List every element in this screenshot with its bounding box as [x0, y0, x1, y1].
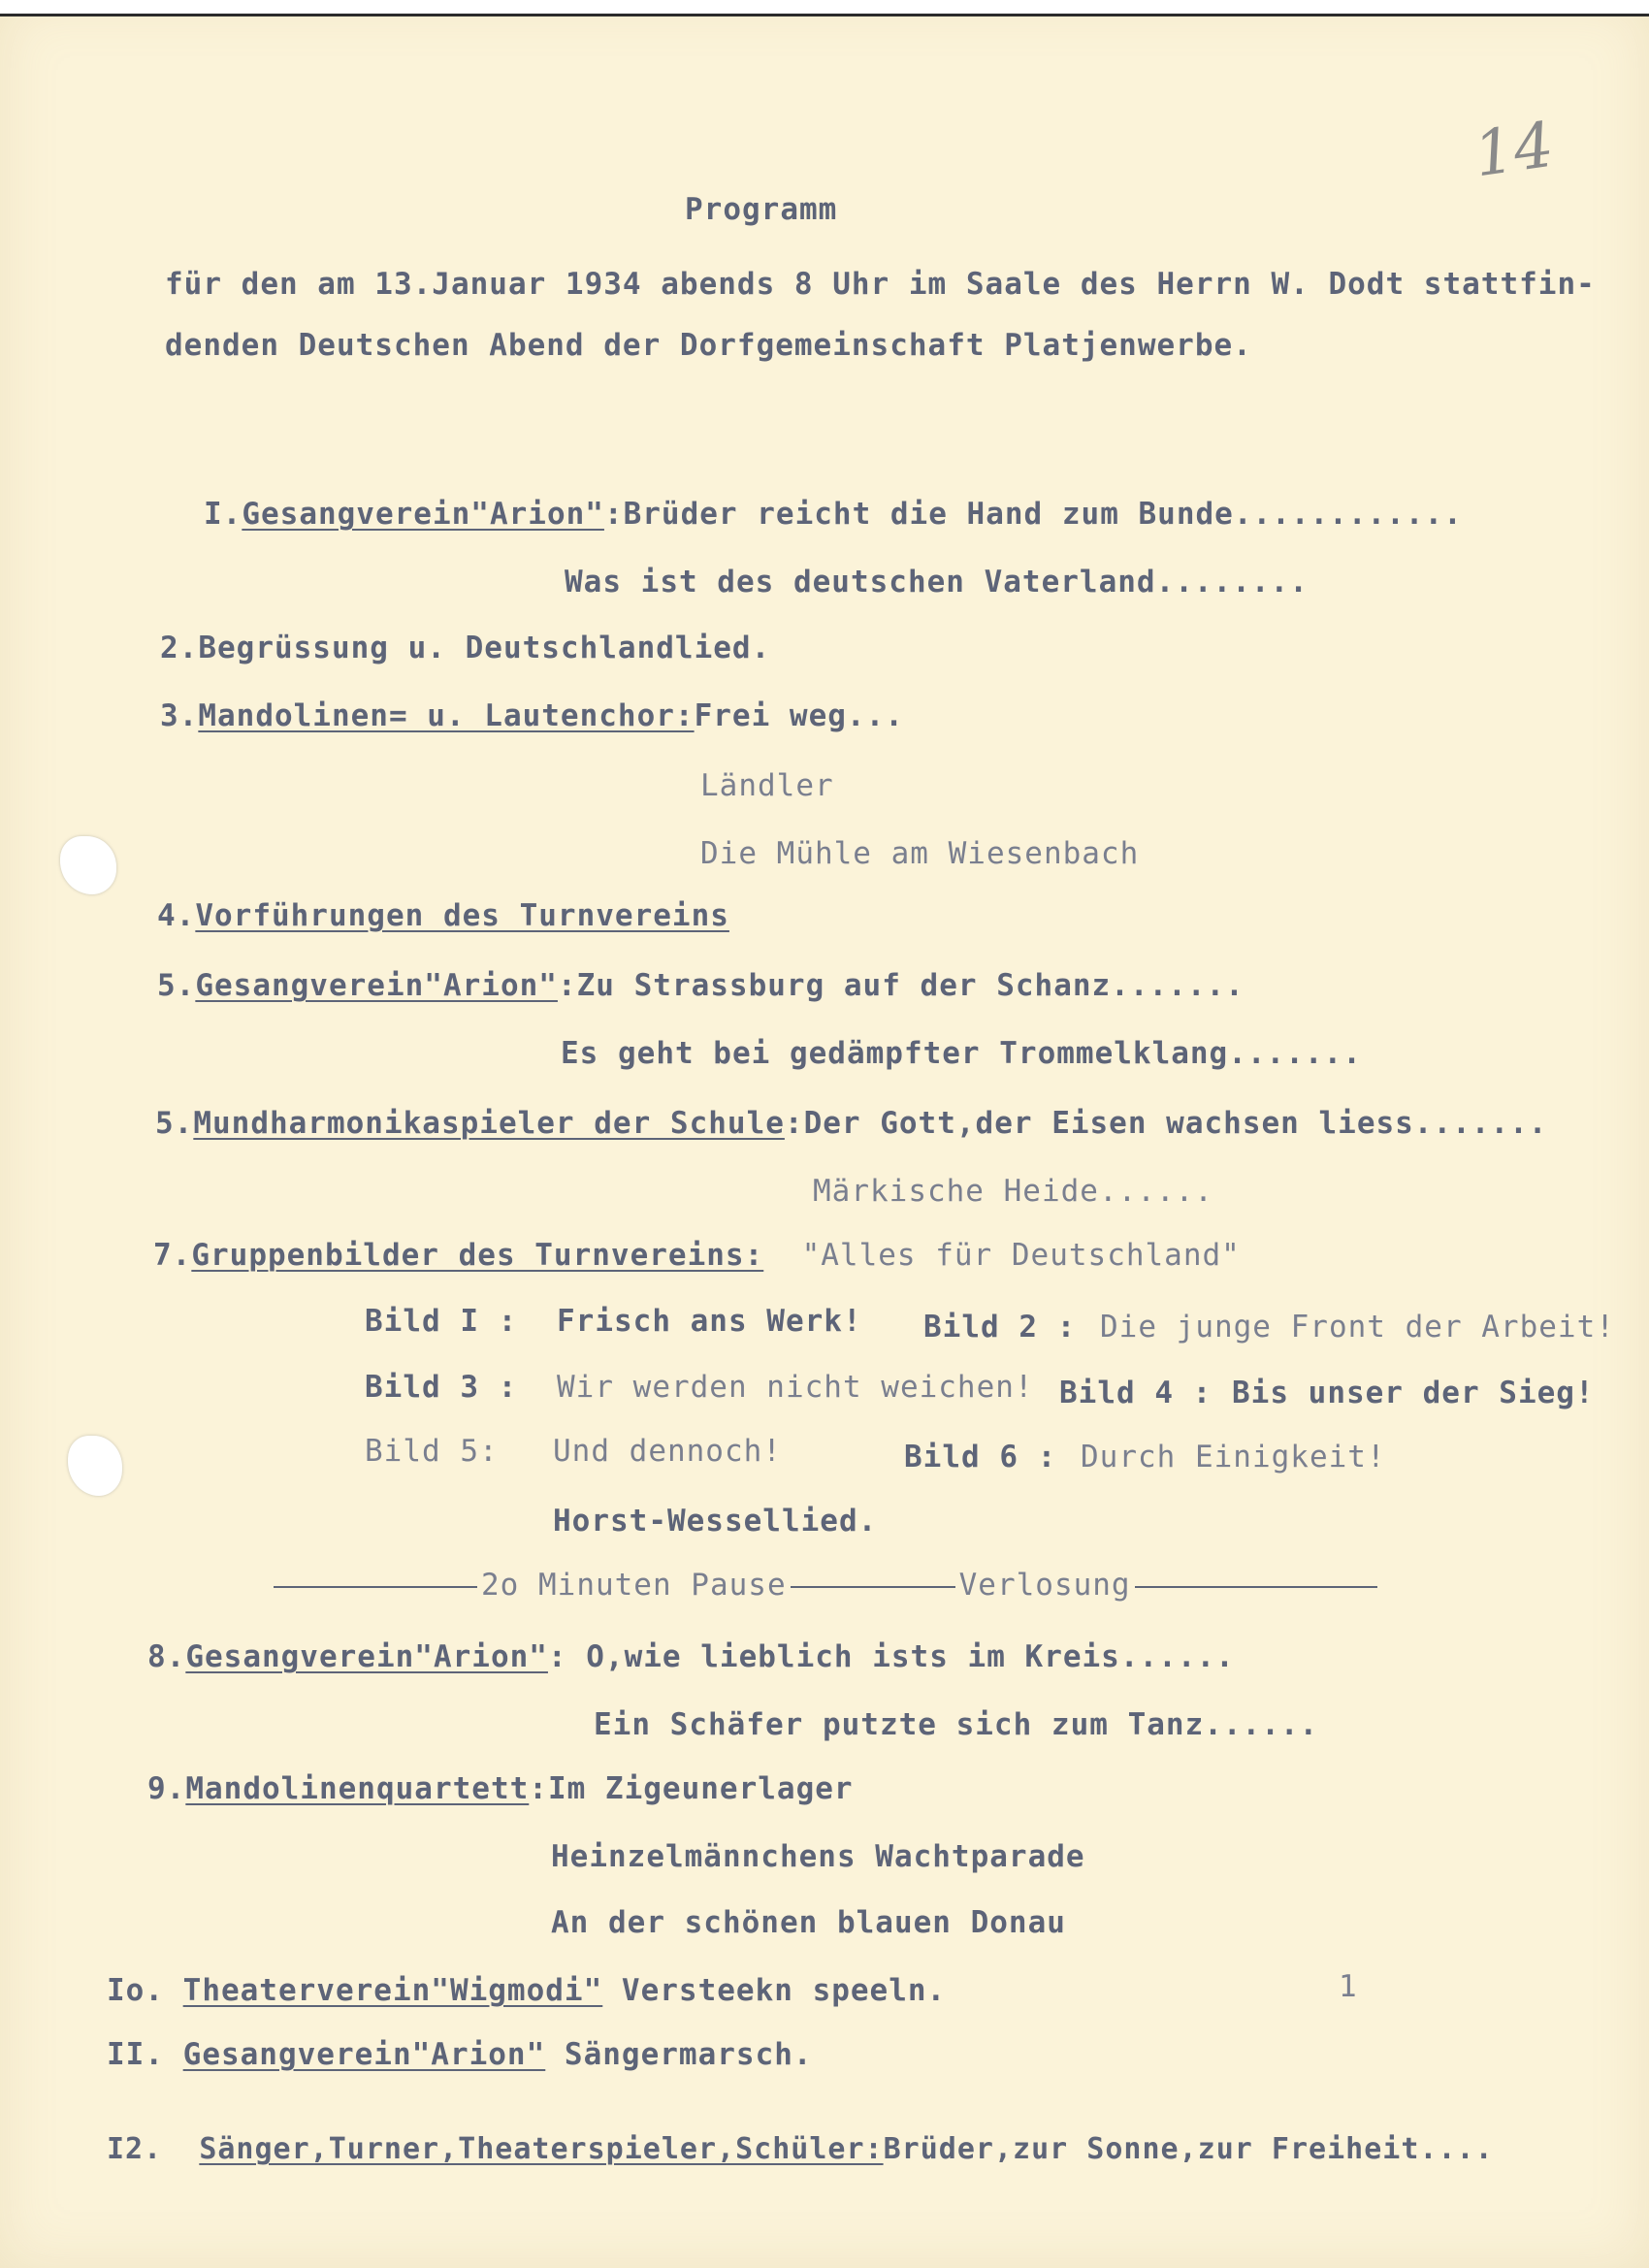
item-performer: Gesangverein"Arion" [185, 1639, 548, 1674]
bild-5-text: Und dennoch! [553, 1434, 782, 1469]
bild-5-label: Bild 5: [365, 1434, 499, 1469]
bild-3-label: Bild 3 : [365, 1370, 518, 1405]
item-piece: :Zu Strassburg auf der Schanz....... [557, 968, 1245, 1003]
program-item-3-sub-1: Ländler [700, 768, 834, 803]
item-performer: Gesangverein"Arion" [195, 968, 558, 1003]
program-item-9-sub-1: Heinzelmännchens Wachtparade [551, 1839, 1085, 1874]
item-performer: Vorführungen des Turnvereins [195, 898, 729, 933]
item-piece: "Alles für Deutschland" [763, 1238, 1241, 1273]
item-piece: Versteekn speeln. [602, 1973, 947, 2008]
intro-line-2: denden Deutschen Abend der Dorfgemeinschaft Platjenwerbe. [165, 328, 1252, 363]
item-piece: :Brüder reicht die Hand zum Bunde............ [603, 497, 1463, 532]
program-item-5-sub: Es geht bei gedämpfter Trommelklang....... [561, 1036, 1362, 1071]
program-item-11 [107, 2037, 813, 2072]
program-item-10 [107, 1973, 946, 2008]
item-number: 9. [147, 1771, 186, 1806]
bild-3-text: Wir werden nicht weichen! [557, 1370, 1034, 1405]
program-item-3-sub-2: Die Mühle am Wiesenbach [700, 836, 1140, 871]
program-item-9-sub-2: An der schönen blauen Donau [551, 1905, 1066, 1940]
item-piece: Frei weg... [694, 698, 904, 733]
program-item-7 [153, 1238, 1241, 1273]
item-performer: Mundharmonikaspieler der Schule [193, 1106, 785, 1141]
program-item-8-sub: Ein Schäfer putzte sich zum Tanz...... [594, 1707, 1319, 1742]
item-number: 7. [153, 1238, 192, 1273]
dash-rule [791, 1586, 955, 1588]
item-performer: Gesangverein"Arion" [182, 2037, 546, 2072]
item-performer: Sänger,Turner,Theaterspieler,Schüler: [199, 2132, 884, 2166]
item-number: 5. [157, 968, 196, 1003]
item-number: II. [107, 2037, 183, 2072]
dash-rule [274, 1586, 477, 1588]
item-number: I. [204, 497, 242, 532]
item-performer: Theaterverein"Wigmodi" [182, 1973, 603, 2008]
dash-rule [1135, 1586, 1377, 1588]
item-number: 4. [157, 898, 196, 933]
program-item-3 [160, 698, 904, 733]
document-title: Programm [685, 192, 838, 227]
item-performer: Mandolinenquartett [185, 1771, 530, 1806]
punch-hole [60, 836, 116, 894]
item-piece: : O,wie lieblich ists im Kreis...... [547, 1639, 1235, 1674]
raffle-text: Verlosung [958, 1568, 1131, 1603]
item-number: I2. [107, 2132, 200, 2166]
item-performer: Gruppenbilder des Turnvereins: [191, 1238, 764, 1273]
item-piece: Sängermarsch. [545, 2037, 813, 2072]
bild-4-text: Bis unser der Sieg! [1232, 1376, 1595, 1410]
bild-6-label: Bild 6 : [904, 1440, 1057, 1474]
intermission-line [270, 1568, 1381, 1603]
item-number: 8. [147, 1639, 186, 1674]
punch-hole [68, 1436, 122, 1496]
item-piece: :Im Zigeunerlager [529, 1771, 854, 1806]
program-item-9 [147, 1771, 854, 1806]
item-number: 5. [155, 1106, 194, 1141]
item-piece: Brüder,zur Sonne,zur Freiheit.... [883, 2132, 1494, 2166]
intro-line-1: für den am 13.Januar 1934 abends 8 Uhr im Saale des Herrn W. Dodt stattfin- [165, 267, 1596, 302]
footer-mark: 1 [1339, 1969, 1358, 2004]
program-item-12 [107, 2132, 1494, 2167]
bild-2-text: Die junge Front der Arbeit! [1100, 1310, 1615, 1345]
bild-4-label: Bild 4 : [1059, 1376, 1212, 1410]
bild-1-label: Bild I : [365, 1304, 518, 1339]
program-item-6 [155, 1106, 1547, 1141]
item-performer: Mandolinen= u. Lautenchor: [198, 698, 695, 733]
program-item-5 [157, 968, 1245, 1003]
item-number: Io. [107, 1973, 183, 2008]
bild-6-text: Durch Einigkeit! [1081, 1440, 1386, 1474]
page-number-mark: 14 [1470, 109, 1559, 192]
horst-wessel-lied: Horst-Wessellied. [553, 1504, 878, 1539]
program-item-4 [157, 898, 729, 933]
item-piece: :Der Gott,der Eisen wachsen liess....... [784, 1106, 1548, 1141]
program-item-6-sub: Märkische Heide...... [813, 1174, 1213, 1209]
bild-2-label: Bild 2 : [923, 1310, 1077, 1345]
item-performer: Gesangverein"Arion" [242, 497, 604, 532]
program-item-8 [147, 1639, 1235, 1674]
intermission-text: 2o Minuten Pause [481, 1568, 787, 1603]
program-item-1 [204, 497, 1463, 532]
scan-top-edge [0, 0, 1649, 16]
program-item-2: 2.Begrüssung u. Deutschlandlied. [160, 631, 771, 665]
item-number: 3. [160, 698, 199, 733]
bild-1-text: Frisch ans Werk! [557, 1304, 862, 1339]
program-item-1-sub: Was ist des deutschen Vaterland........ [565, 565, 1309, 599]
